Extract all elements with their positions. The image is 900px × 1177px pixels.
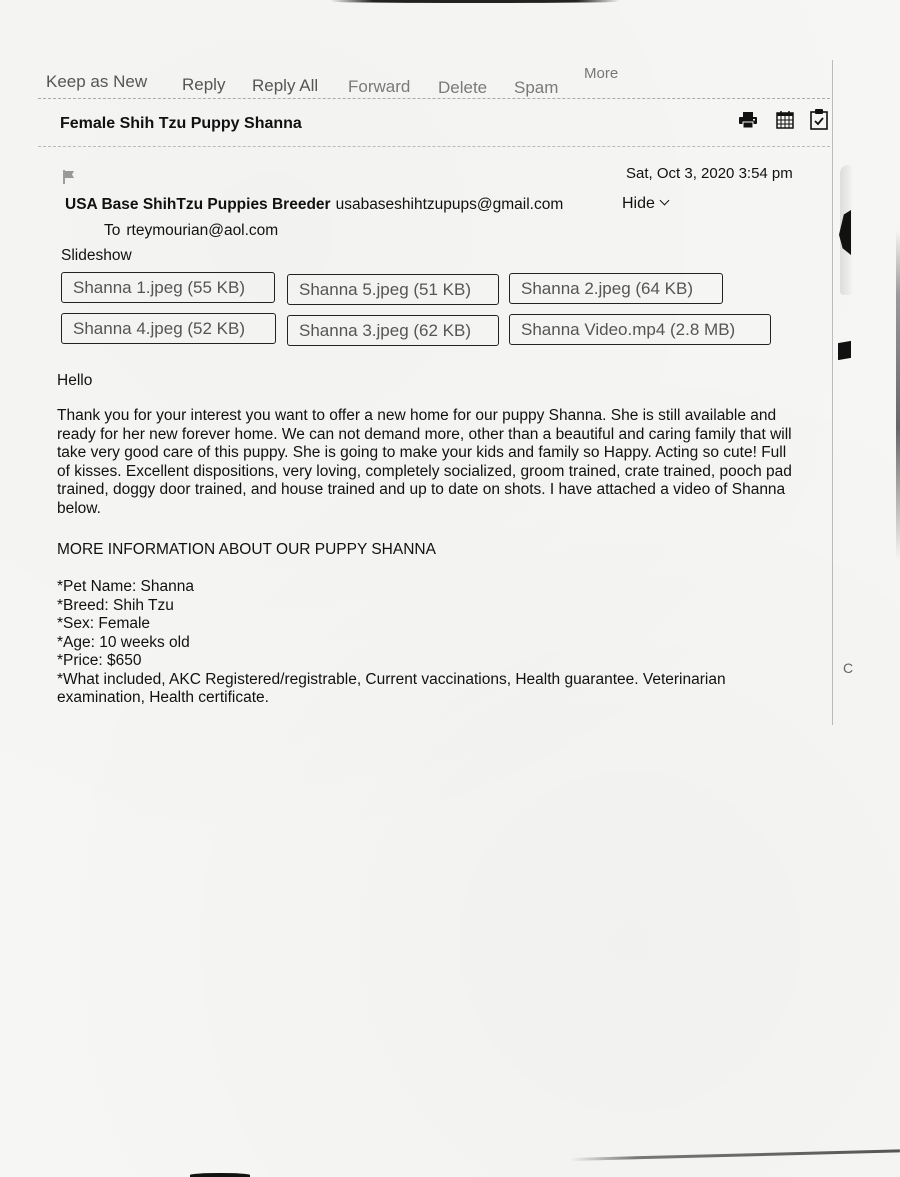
- chevron-down-icon: [659, 196, 669, 206]
- margin-letter: C: [843, 660, 854, 676]
- attachment-chip[interactable]: Shanna Video.mp4 (2.8 MB): [509, 314, 771, 345]
- subject-bar: [38, 100, 830, 147]
- message-toolbar: [38, 62, 830, 99]
- flag-icon[interactable]: [63, 170, 75, 184]
- info-heading: MORE INFORMATION ABOUT OUR PUPPY SHANNA: [57, 541, 436, 558]
- spam-button[interactable]: Spam: [514, 78, 559, 97]
- attachment-chip[interactable]: Shanna 5.jpeg (51 KB): [287, 274, 499, 305]
- message-greeting: Hello: [57, 372, 93, 389]
- calendar-icon[interactable]: [775, 110, 795, 130]
- delete-button[interactable]: Delete: [438, 78, 488, 97]
- info-item-price: *Price: $650: [57, 652, 142, 669]
- print-icon[interactable]: [738, 110, 758, 130]
- attachment-chip[interactable]: Shanna 1.jpeg (55 KB): [61, 272, 275, 303]
- more-button[interactable]: More: [584, 65, 619, 82]
- info-item-age: *Age: 10 weeks old: [57, 633, 190, 651]
- forward-button[interactable]: Forward: [348, 77, 411, 96]
- reply-button[interactable]: Reply: [182, 75, 226, 94]
- keep-as-new-button[interactable]: Keep as New: [46, 72, 148, 91]
- puppy-info-list: [57, 578, 797, 708]
- recipient-email[interactable]: rteymourian@aol.com: [126, 222, 279, 239]
- attachment-chip[interactable]: Shanna 4.jpeg (52 KB): [61, 313, 276, 344]
- scan-edge-artifact: [896, 230, 900, 560]
- message-date: Sat, Oct 3, 2020 3:54 pm: [626, 165, 793, 182]
- reply-all-button[interactable]: Reply All: [252, 76, 319, 95]
- scan-edge-artifact: [330, 0, 620, 3]
- sender-row: [65, 196, 563, 214]
- to-label: To: [104, 222, 121, 239]
- attachment-chip[interactable]: Shanna 2.jpeg (64 KB): [509, 273, 723, 304]
- recipient-row: [104, 222, 278, 240]
- info-item-pet-name: *Pet Name: Shanna: [57, 578, 195, 595]
- hide-details-toggle[interactable]: [622, 195, 668, 213]
- task-clipboard-icon[interactable]: [809, 108, 829, 128]
- attachment-chip[interactable]: Shanna 3.jpeg (62 KB): [287, 315, 499, 346]
- scroll-marker-icon: [838, 341, 851, 360]
- info-item-breed: *Breed: Shih Tzu: [57, 596, 174, 614]
- scan-edge-artifact: [190, 1173, 250, 1177]
- message-paragraph: Thank you for your interest you want to offer a new home for our puppy Shanna. She is still available and ready for her new forever home. We can not demand more, other than a beautiful and caring family that will take very good care of this puppy. She is going to make your kids and family so Happy. Acting so cute! Full of kisses. Excellent dispositions, very loving, completely socialized, groom trained, crate trained, pooch pad trained, doggy door trained, and house trained and up to date on shots. I have attached a video of Shanna below.: [57, 407, 792, 517]
- info-item-included: *What included, AKC Registered/registrable, Current vaccinations, Health guarantee. Veterinarian examination, Health certificate.: [57, 670, 726, 706]
- hide-label: Hide: [622, 195, 655, 212]
- info-item-sex: *Sex: Female: [57, 615, 151, 632]
- message-subject: Female Shih Tzu Puppy Shanna: [60, 115, 302, 132]
- slideshow-link[interactable]: Slideshow: [61, 247, 132, 264]
- sender-email[interactable]: usabaseshihtzupups@gmail.com: [335, 196, 564, 213]
- pane-divider: [832, 60, 833, 725]
- sender-name[interactable]: USA Base ShihTzu Puppies Breeder: [65, 196, 331, 213]
